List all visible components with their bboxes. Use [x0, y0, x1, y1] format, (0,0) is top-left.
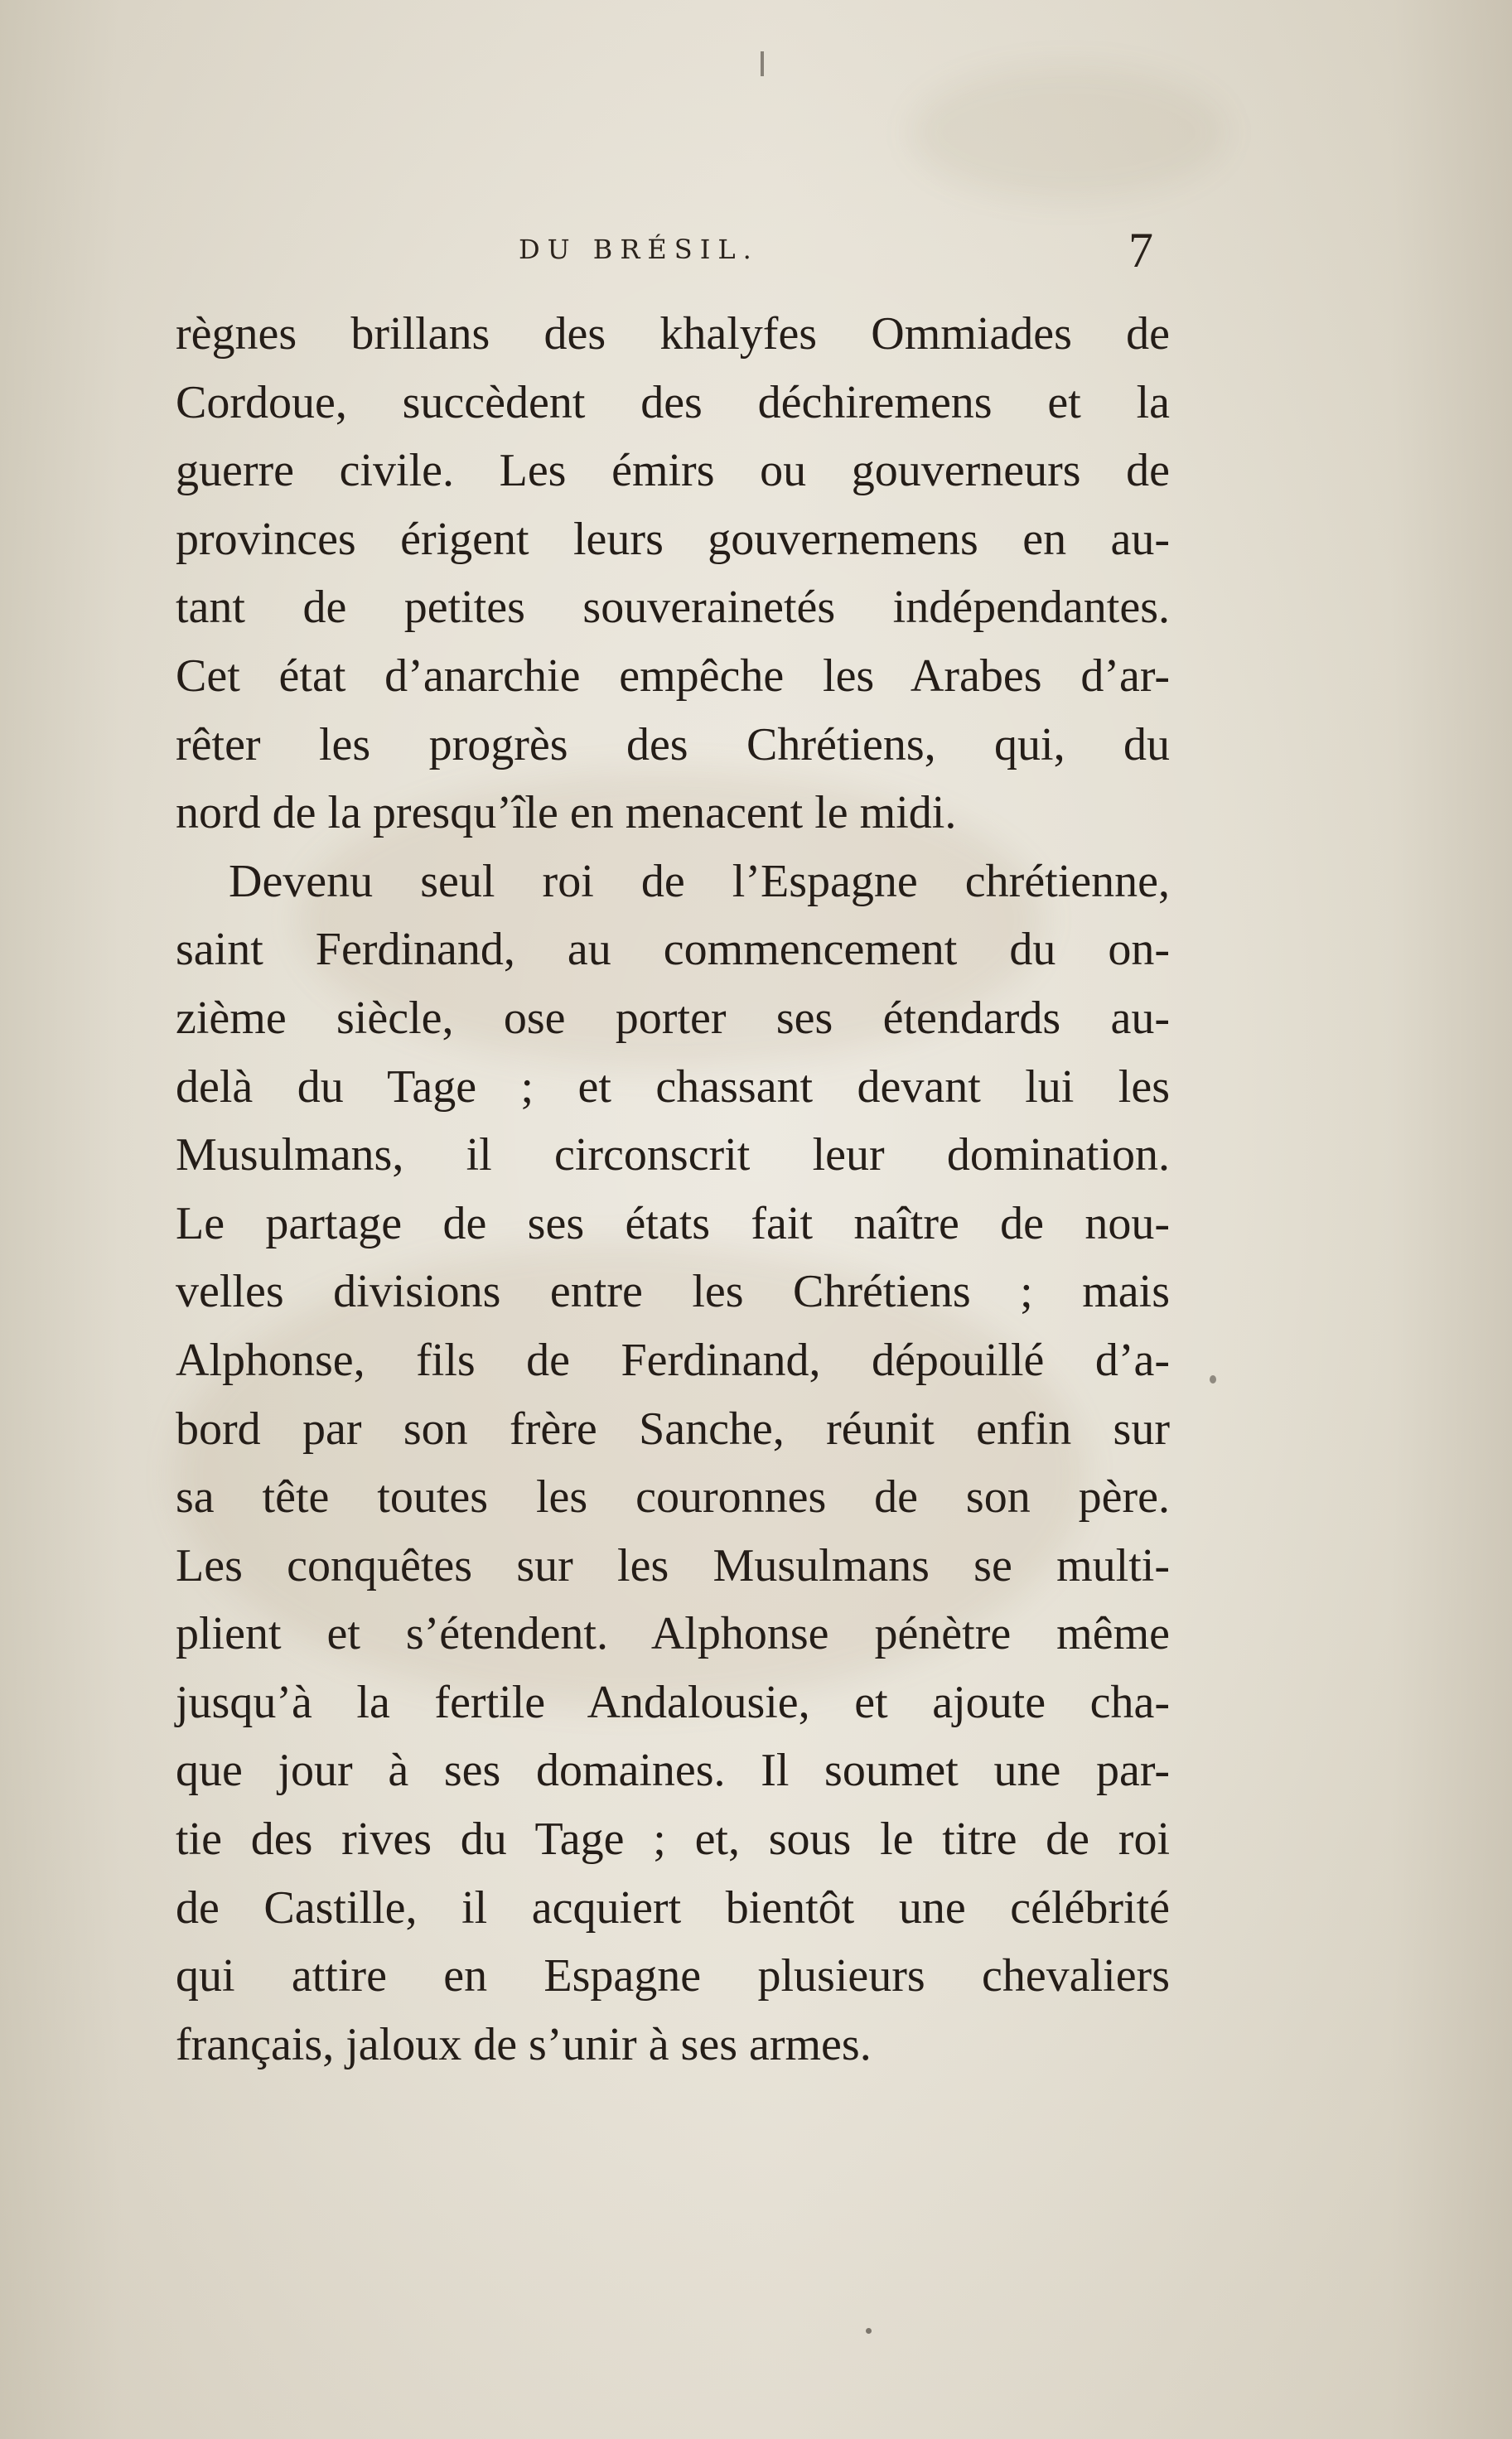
text-line: Alphonse, fils de Ferdinand, dépouillé d’a- — [176, 1334, 1170, 1386]
text-line: sa tête toutes les couronnes de son père. — [176, 1471, 1170, 1524]
text-line: guerre civile. Les émirs ou gouverneurs de — [176, 445, 1170, 497]
text-line: Devenu seul roi de l’Espagne chrétienne, — [229, 855, 1170, 907]
text-line: Cordoue, succèdent des déchiremens et la — [176, 376, 1170, 428]
text-line: tie des rives du Tage ; et, sous le titre de roi — [176, 1814, 1170, 1866]
text-line: de Castille, il acquiert bientôt une célébrité — [176, 1881, 1170, 1934]
text-line: Les conquêtes sur les Musulmans se multi- — [176, 1539, 1170, 1591]
running-head: DU BRÉSIL. — [519, 234, 759, 265]
text-line: Cet état d’anarchie empêche les Arabes d’ar- — [176, 650, 1170, 702]
ink-speck — [866, 2328, 872, 2334]
text-line: règnes brillans des khalyfes Ommiades de — [176, 308, 1170, 360]
text-line: velles divisions entre les Chrétiens ; mais — [176, 1266, 1170, 1318]
text-line: jusqu’à la fertile Andalousie, et ajoute cha- — [176, 1676, 1170, 1728]
text-line: tant de petites souverainetés indépendantes. — [176, 582, 1170, 634]
text-line: que jour à ses domaines. Il soumet une par- — [176, 1745, 1170, 1797]
ink-speck — [761, 51, 764, 76]
text-line: saint Ferdinand, au commencement du on- — [176, 924, 1170, 976]
text-line: français, jaloux de s’unir à ses armes. — [176, 2018, 872, 2070]
page-number: 7 — [1128, 223, 1153, 278]
text-line: provinces érigent leurs gouvernemens en au- — [176, 513, 1170, 565]
text-line: rêter les progrès des Chrétiens, qui, du — [176, 718, 1170, 770]
ink-speck — [1210, 1375, 1216, 1384]
text-line: Le partage de ses états fait naître de nou- — [176, 1197, 1170, 1249]
paper-stain — [911, 66, 1226, 199]
text-line: Musulmans, il circonscrit leur domination. — [176, 1129, 1170, 1181]
body-text — [176, 300, 1170, 2079]
text-line: delà du Tage ; et chassant devant lui les — [176, 1060, 1170, 1113]
text-line: nord de la presqu’île en menacent le midi. — [176, 787, 957, 839]
text-line: bord par son frère Sanche, réunit enfin sur — [176, 1403, 1170, 1455]
text-line: qui attire en Espagne plusieurs chevaliers — [176, 1950, 1170, 2002]
text-line: zième siècle, ose porter ses étendards au- — [176, 992, 1170, 1044]
text-line: plient et s’étendent. Alphonse pénètre même — [176, 1608, 1170, 1660]
